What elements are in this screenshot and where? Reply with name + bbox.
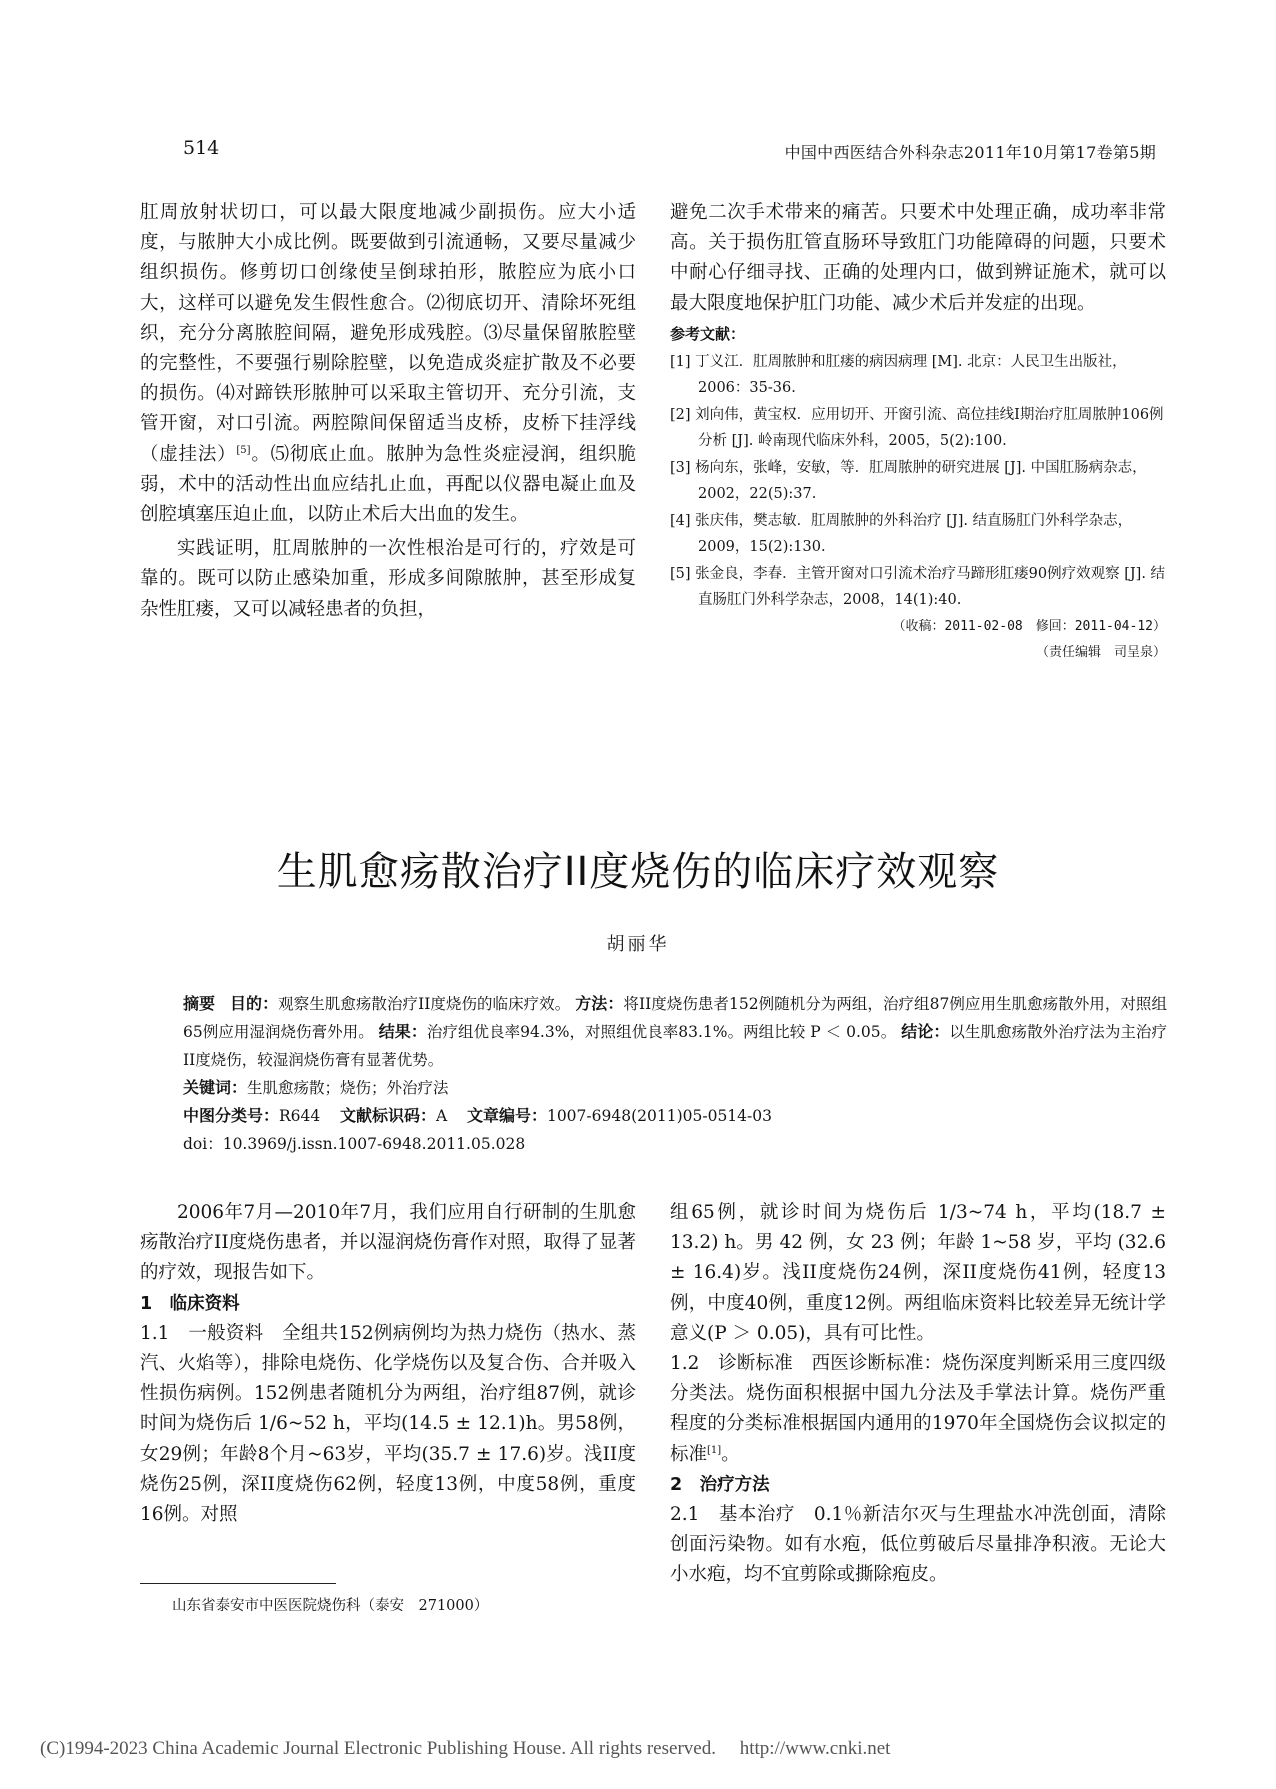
doc-code-value: A xyxy=(436,1107,448,1125)
copyright-line: (C)1994-2023 China Academic Journal Electronic Publishing House. All rights reserved. http://www.cnki.net xyxy=(40,1738,891,1759)
reference-item: [5] 张金良，李春．主管开窗对口引流术治疗马蹄形肛瘘90例疗效观察 [J]. 结直肠肛门外科学杂志，2008，14(1):40. xyxy=(670,565,1166,609)
citation-1: [1] xyxy=(707,1444,722,1456)
result-text: 治疗组优良率94.3%，对照组优良率83.1%。两组比较 P ＜ 0.05。 xyxy=(426,1023,897,1041)
article-author: 胡丽华 xyxy=(606,934,670,955)
prev-paragraph-2: 实践证明，肛周脓肿的一次性根治是可行的，疗效是可靠的。既可以防止感染加重，形成多间隙脓肿，甚至形成复杂性肛瘘，又可以减轻患者的负担， xyxy=(140,538,636,620)
result-label: 结果： xyxy=(378,1022,427,1041)
section-1-2-text: 1.2 诊断标准 西医诊断标准：烧伤深度判断采用三度四级分类法。烧伤面积根据中国九分法及手掌法计算。烧伤严重程度的分类标准根据国内通用的1970年全国烧伤会议拟定的标准 xyxy=(670,1353,1166,1465)
keywords-text: 生肌愈疡散；烧伤；外治疗法 xyxy=(247,1079,449,1097)
article-no-label: 文章编号： xyxy=(466,1106,547,1125)
reference-item: [2] 刘向伟，黄宝权．应用切开、开窗引流、高位挂线Ⅰ期治疗肛周脓肿106例分析 [J]. 岭南现代临床外科，2005，5(2):100. xyxy=(670,406,1164,450)
method-label: 方法： xyxy=(575,994,624,1013)
reference-item: [4] 张庆伟，樊志敏．肛周脓肿的外科治疗 [J]. 结直肠肛门外科学杂志，2009，15(2):130. xyxy=(670,512,1133,556)
continued-paragraph: 组65例，就诊时间为烧伤后 1/3~74 h，平均(18.7 ± 13.2) h。男 42 例，女 23 例；年龄 1~58 岁，平均 (32.6 ± 16.4)岁。浅II度烧伤24例，深II度烧伤41例，轻度13例，中度40例，重度12例。两组临床资料比较差异无统计学意义(P ＞ 0.05)，具有可比性。 xyxy=(670,1202,1166,1344)
article-no-value: 1007-6948(2011)05-0514-03 xyxy=(546,1107,772,1125)
clc-label: 中图分类号： xyxy=(183,1106,280,1125)
section-1-2-tail: 。 xyxy=(721,1443,740,1465)
section-1-2 xyxy=(670,1349,1166,1470)
section-1-heading: 1 临床资料 xyxy=(140,1293,240,1314)
page-number: 514 xyxy=(183,137,220,159)
prev-article-right-column xyxy=(670,198,1166,666)
footnote-rule xyxy=(140,1583,336,1584)
section-2-1: 2.1 基本治疗 0.1％新洁尔灭与生理盐水冲洗创面，清除创面污染物。如有水疱，低位剪破后尽量排净积液。无论大小水疱，均不宜剪除或撕除疱皮。 xyxy=(670,1504,1166,1586)
prev-article-left-column xyxy=(140,198,636,625)
clc-value: R644 xyxy=(279,1107,321,1125)
abstract-text xyxy=(183,990,1167,1074)
article-title: 生肌愈疡散治疗II度烧伤的临床疗效观察 xyxy=(276,849,1000,895)
doc-code-label: 文献标识码： xyxy=(340,1106,437,1125)
doi-line: doi：10.3969/j.issn.1007-6948.2011.05.028 xyxy=(183,1135,526,1153)
intro-paragraph: 2006年7月—2010年7月，我们应用自行研制的生肌愈疡散治疗II度烧伤患者，并以湿润烧伤膏作对照，取得了显著的疗效，现报告如下。 xyxy=(140,1202,636,1284)
conclusion-text: 以生肌愈疡散外治疗法为主治疗II度烧伤，较湿润烧伤膏有显著优势。 xyxy=(183,1023,1167,1069)
section-1-1: 1.1 一般资料 全组共152例病例均为热力烧伤（热水、蒸汽、火焰等），排除电烧伤、化学烧伤以及复合伤、合并吸入性损伤病例。152例患者随机分为两组，治疗组87例，就诊时间为烧伤后 1/6~52 h，平均(14.5 ± 12.1)h。男58例，女29例；年龄8个月~63岁，平均(35.7 ± 17.6)岁。浅II度烧伤25例，深II度烧伤62例，轻度13例，中度58例，重度16例。对照 xyxy=(140,1322,636,1526)
prev-paragraph-3: 避免二次手术带来的痛苦。只要术中处理正确，成功率非常高。关于损伤肛管直肠环导致肛门功能障碍的问题，只要术中耐心仔细寻找、正确的处理内口，做到辨证施术，就可以最大限度地保护肛门功能、减少术后并发症的出现。 xyxy=(670,202,1166,314)
classification-line xyxy=(183,1102,1167,1130)
keywords-line xyxy=(183,1074,1167,1102)
references-list xyxy=(670,349,1166,614)
article-left-column xyxy=(140,1198,636,1530)
section-2-heading: 2 治疗方法 xyxy=(670,1474,770,1495)
reference-item: [1] 丁义江．肛周脓肿和肛瘘的病因病理 [M]. 北京：人民卫生出版社，2006：35-36. xyxy=(670,353,1127,397)
references-heading: 参考文献： xyxy=(670,324,746,343)
citation-5: [5] xyxy=(236,444,251,456)
objective-text: 观察生肌愈疡散治疗II度烧伤的临床疗效。 xyxy=(278,995,571,1013)
affiliation-footnote: 山东省泰安市中医医院烧伤科（泰安 271000） xyxy=(172,1598,489,1614)
prev-paragraph-1-tail: 。⑸彻底止血。脓肿为急性炎症浸润，组织脆弱，术中的活动性出血应结扎止血，再配以仪器电凝止血及创腔填塞压迫止血，以防止术后大出血的发生。 xyxy=(140,443,636,526)
received-dates: （收稿：2011-02-08 修回：2011-04-12） xyxy=(892,618,1166,634)
abstract-label: 摘要 xyxy=(183,994,216,1013)
keywords-label: 关键词： xyxy=(183,1078,248,1097)
prev-paragraph-1 xyxy=(140,198,636,530)
prev-paragraph-1-text: 肛周放射状切口，可以最大限度地减少副损伤。应大小适度，与脓肿大小成比例。既要做到引流通畅，又要尽量减少组织损伤。修剪切口创缘使呈倒球拍形，脓腔应为底小口大，这样可以避免发生假性愈合。⑵彻底切开、清除坏死组织，充分分离脓腔间隔，避免形成残腔。⑶尽量保留脓腔壁的完整性，不要强行剔除腔壁，以免造成炎症扩散及不必要的损伤。⑷对蹄铁形脓肿可以采取主管切开、充分引流，支管开窗，对口引流。两腔隙间保留适当皮桥，皮桥下挂浮线（虚挂法） xyxy=(140,202,636,465)
article-right-column xyxy=(670,1198,1166,1591)
reference-item: [3] 杨向东，张峰，安敏，等．肛周脓肿的研究进展 [J]. 中国肛肠病杂志，2002，22(5):37. xyxy=(670,459,1147,503)
method-text: 将II度烧伤患者152例随机分为两组，治疗组87例应用生肌愈疡散外用，对照组65例应用湿润烧伤膏外用。 xyxy=(183,995,1167,1041)
objective-label: 目的： xyxy=(230,994,279,1013)
journal-header: 中国中西医结合外科杂志2011年10月第17卷第5期 xyxy=(784,143,1156,162)
responsible-editor: （责任编辑 司呈泉） xyxy=(1035,644,1166,660)
abstract-block xyxy=(183,990,1167,1158)
conclusion-label: 结论： xyxy=(901,1022,950,1041)
